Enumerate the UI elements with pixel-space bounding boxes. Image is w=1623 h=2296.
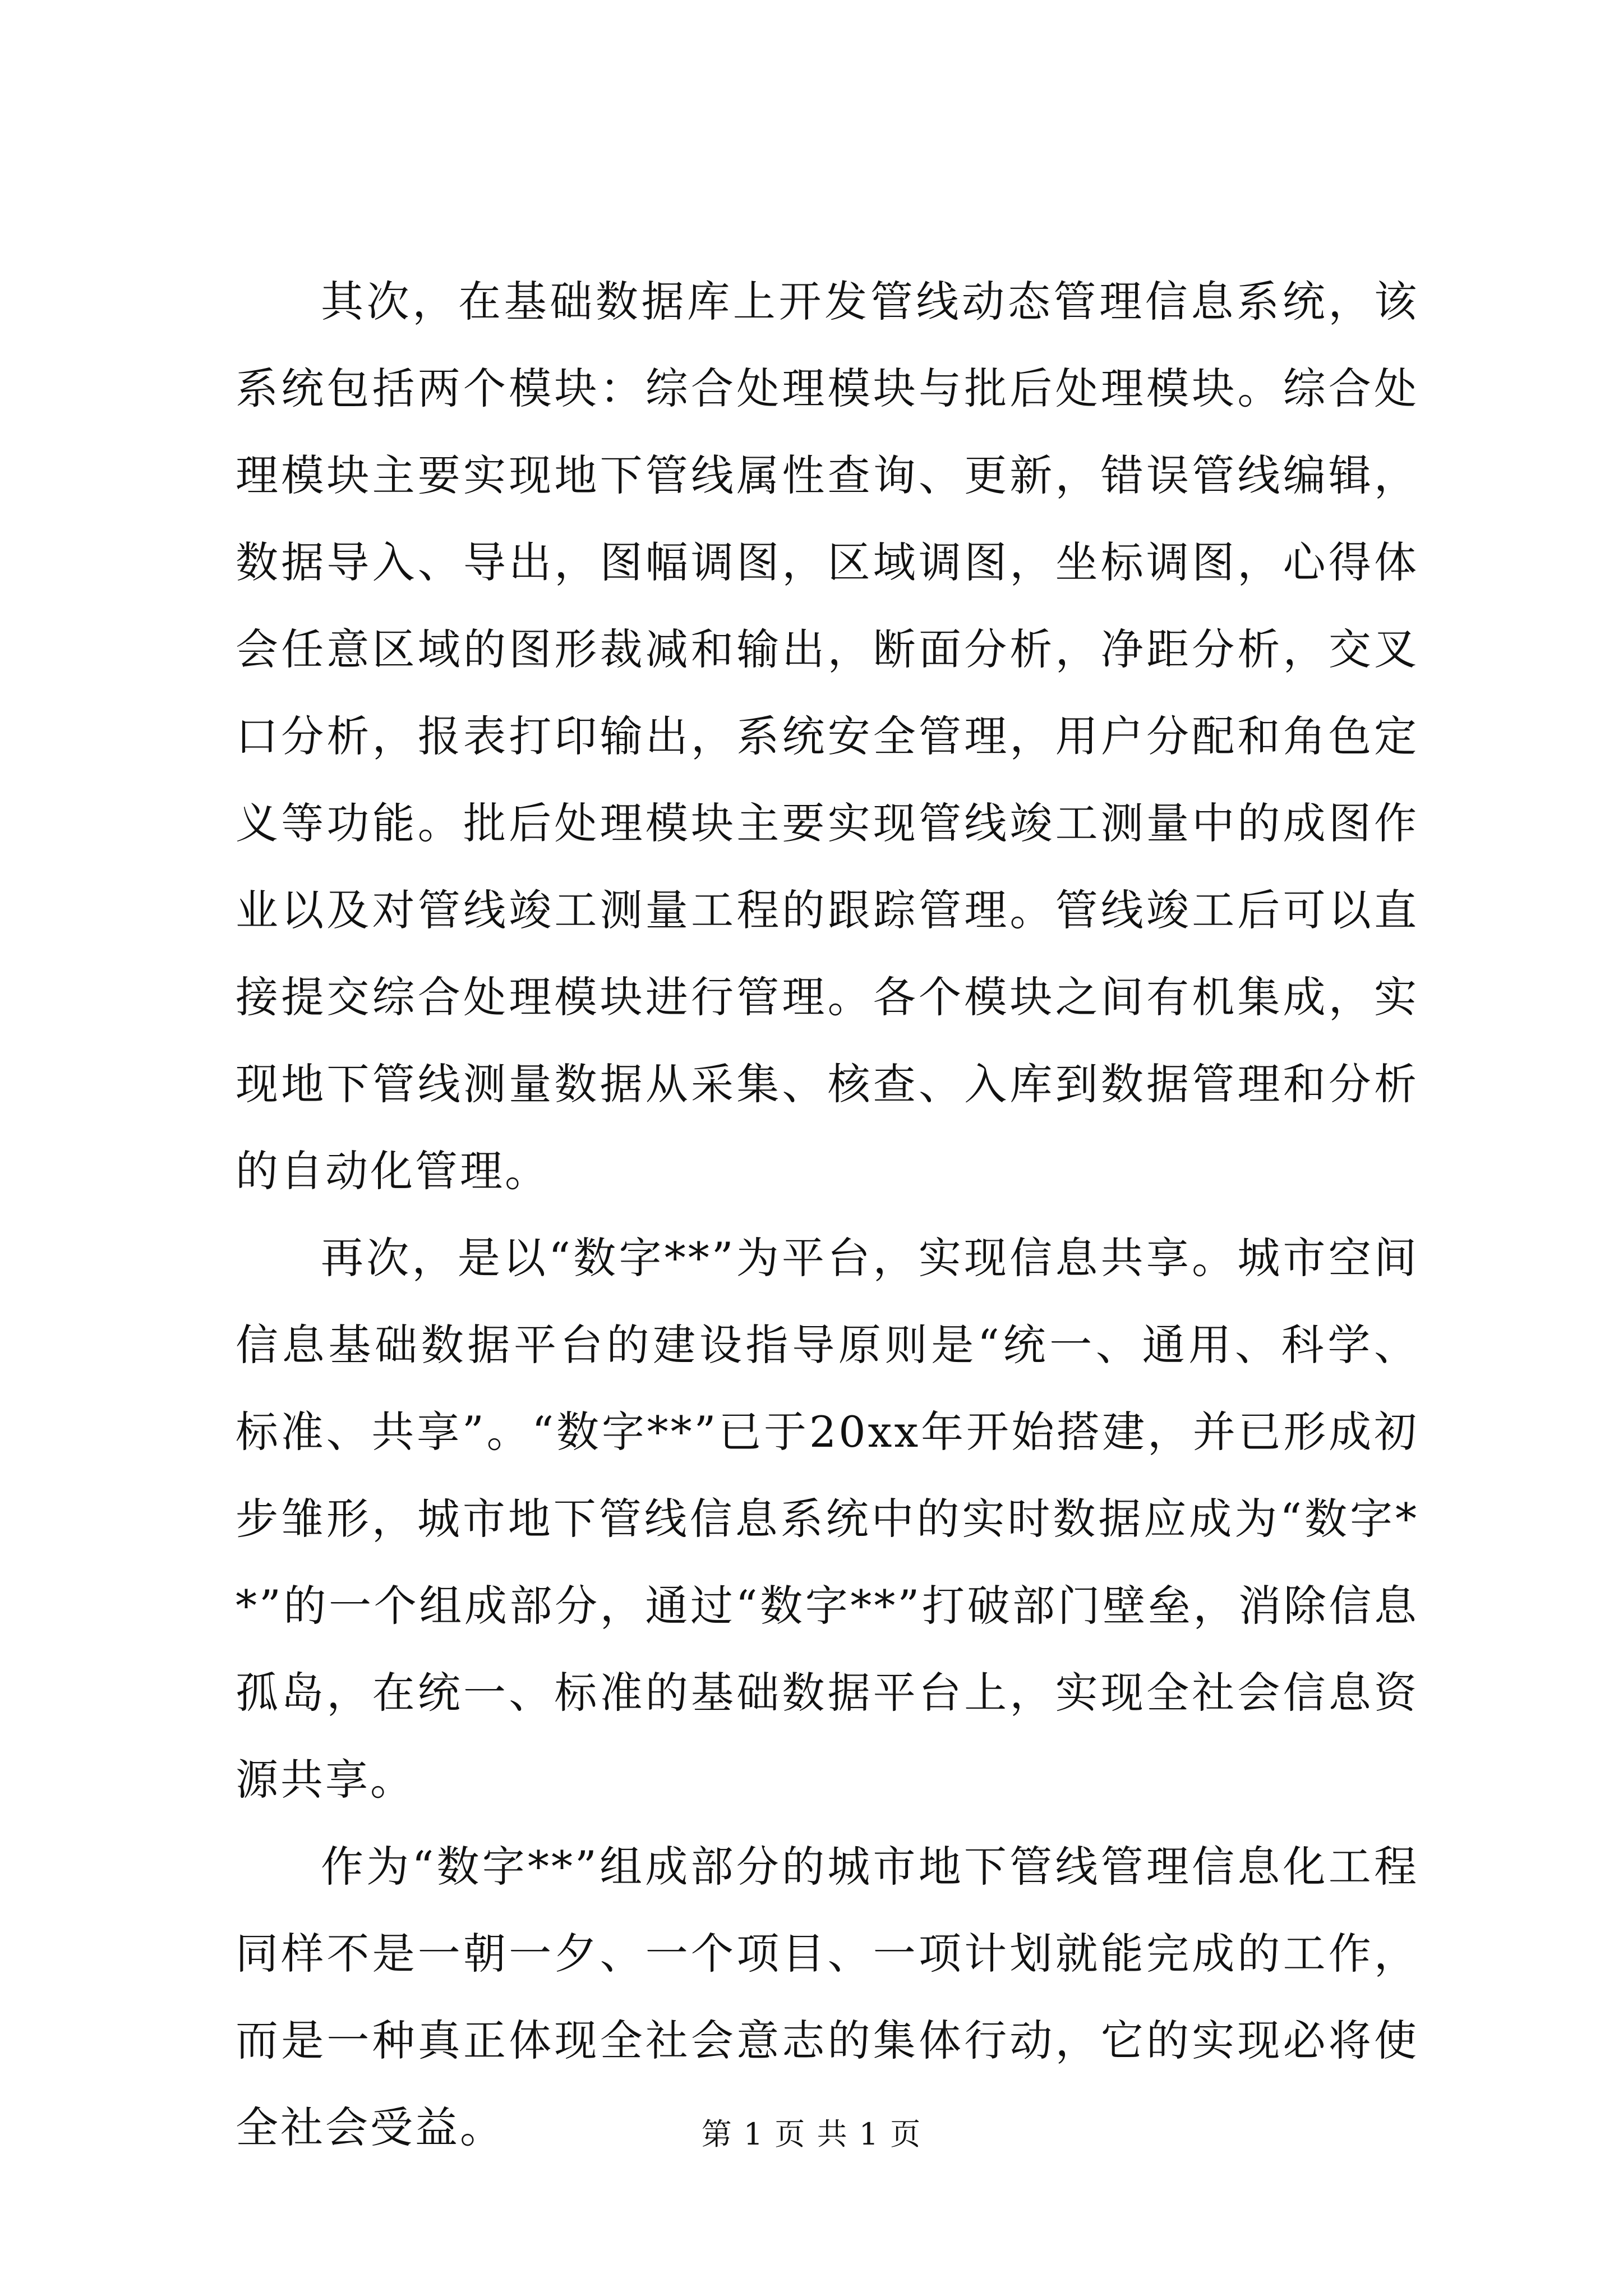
document-body	[236, 258, 1419, 2171]
paragraph-2: 再次，是以“数字**”为平台，实现信息共享。城市空间信息基础数据平台的建设指导原则是“统一、通用、科学、标准、共享”。“数字**”已于20xx年开始搭建，并已形成初步雏形，城市地下管线信息系统中的实时数据应成为“数字**”的一个组成部分，通过“数字**”打破部门壁垒，消除信息孤岛，在统一、标准的基础数据平台上，实现全社会信息资源共享。	[236, 1233, 1419, 1805]
paragraph-1: 其次，在基础数据库上开发管线动态管理信息系统，该系统包括两个模块：综合处理模块与批后处理模块。综合处理模块主要实现地下管线属性查询、更新，错误管线编辑，数据导入、导出，图幅调图，区域调图，坐标调图，心得体会任意区域的图形裁减和输出，断面分析，净距分析，交叉口分析，报表打印输出，系统安全管理，用户分配和角色定义等功能。批后处理模块主要实现管线竣工测量中的成图作业以及对管线竣工测量工程的跟踪管理。管线竣工后可以直接提交综合处理模块进行管理。各个模块之间有机集成，实现地下管线测量数据从采集、核查、入库到数据管理和分析的自动化管理。	[236, 277, 1419, 1196]
paragraph-3: 作为“数字**”组成部分的城市地下管线管理信息化工程同样不是一朝一夕、一个项目、一项计划就能完成的工作，而是一种真正体现全社会意志的集体行动，它的实现必将使全社会受益。	[236, 1842, 1419, 2152]
page-footer: 第 1 页 共 1 页	[701, 2116, 922, 2152]
